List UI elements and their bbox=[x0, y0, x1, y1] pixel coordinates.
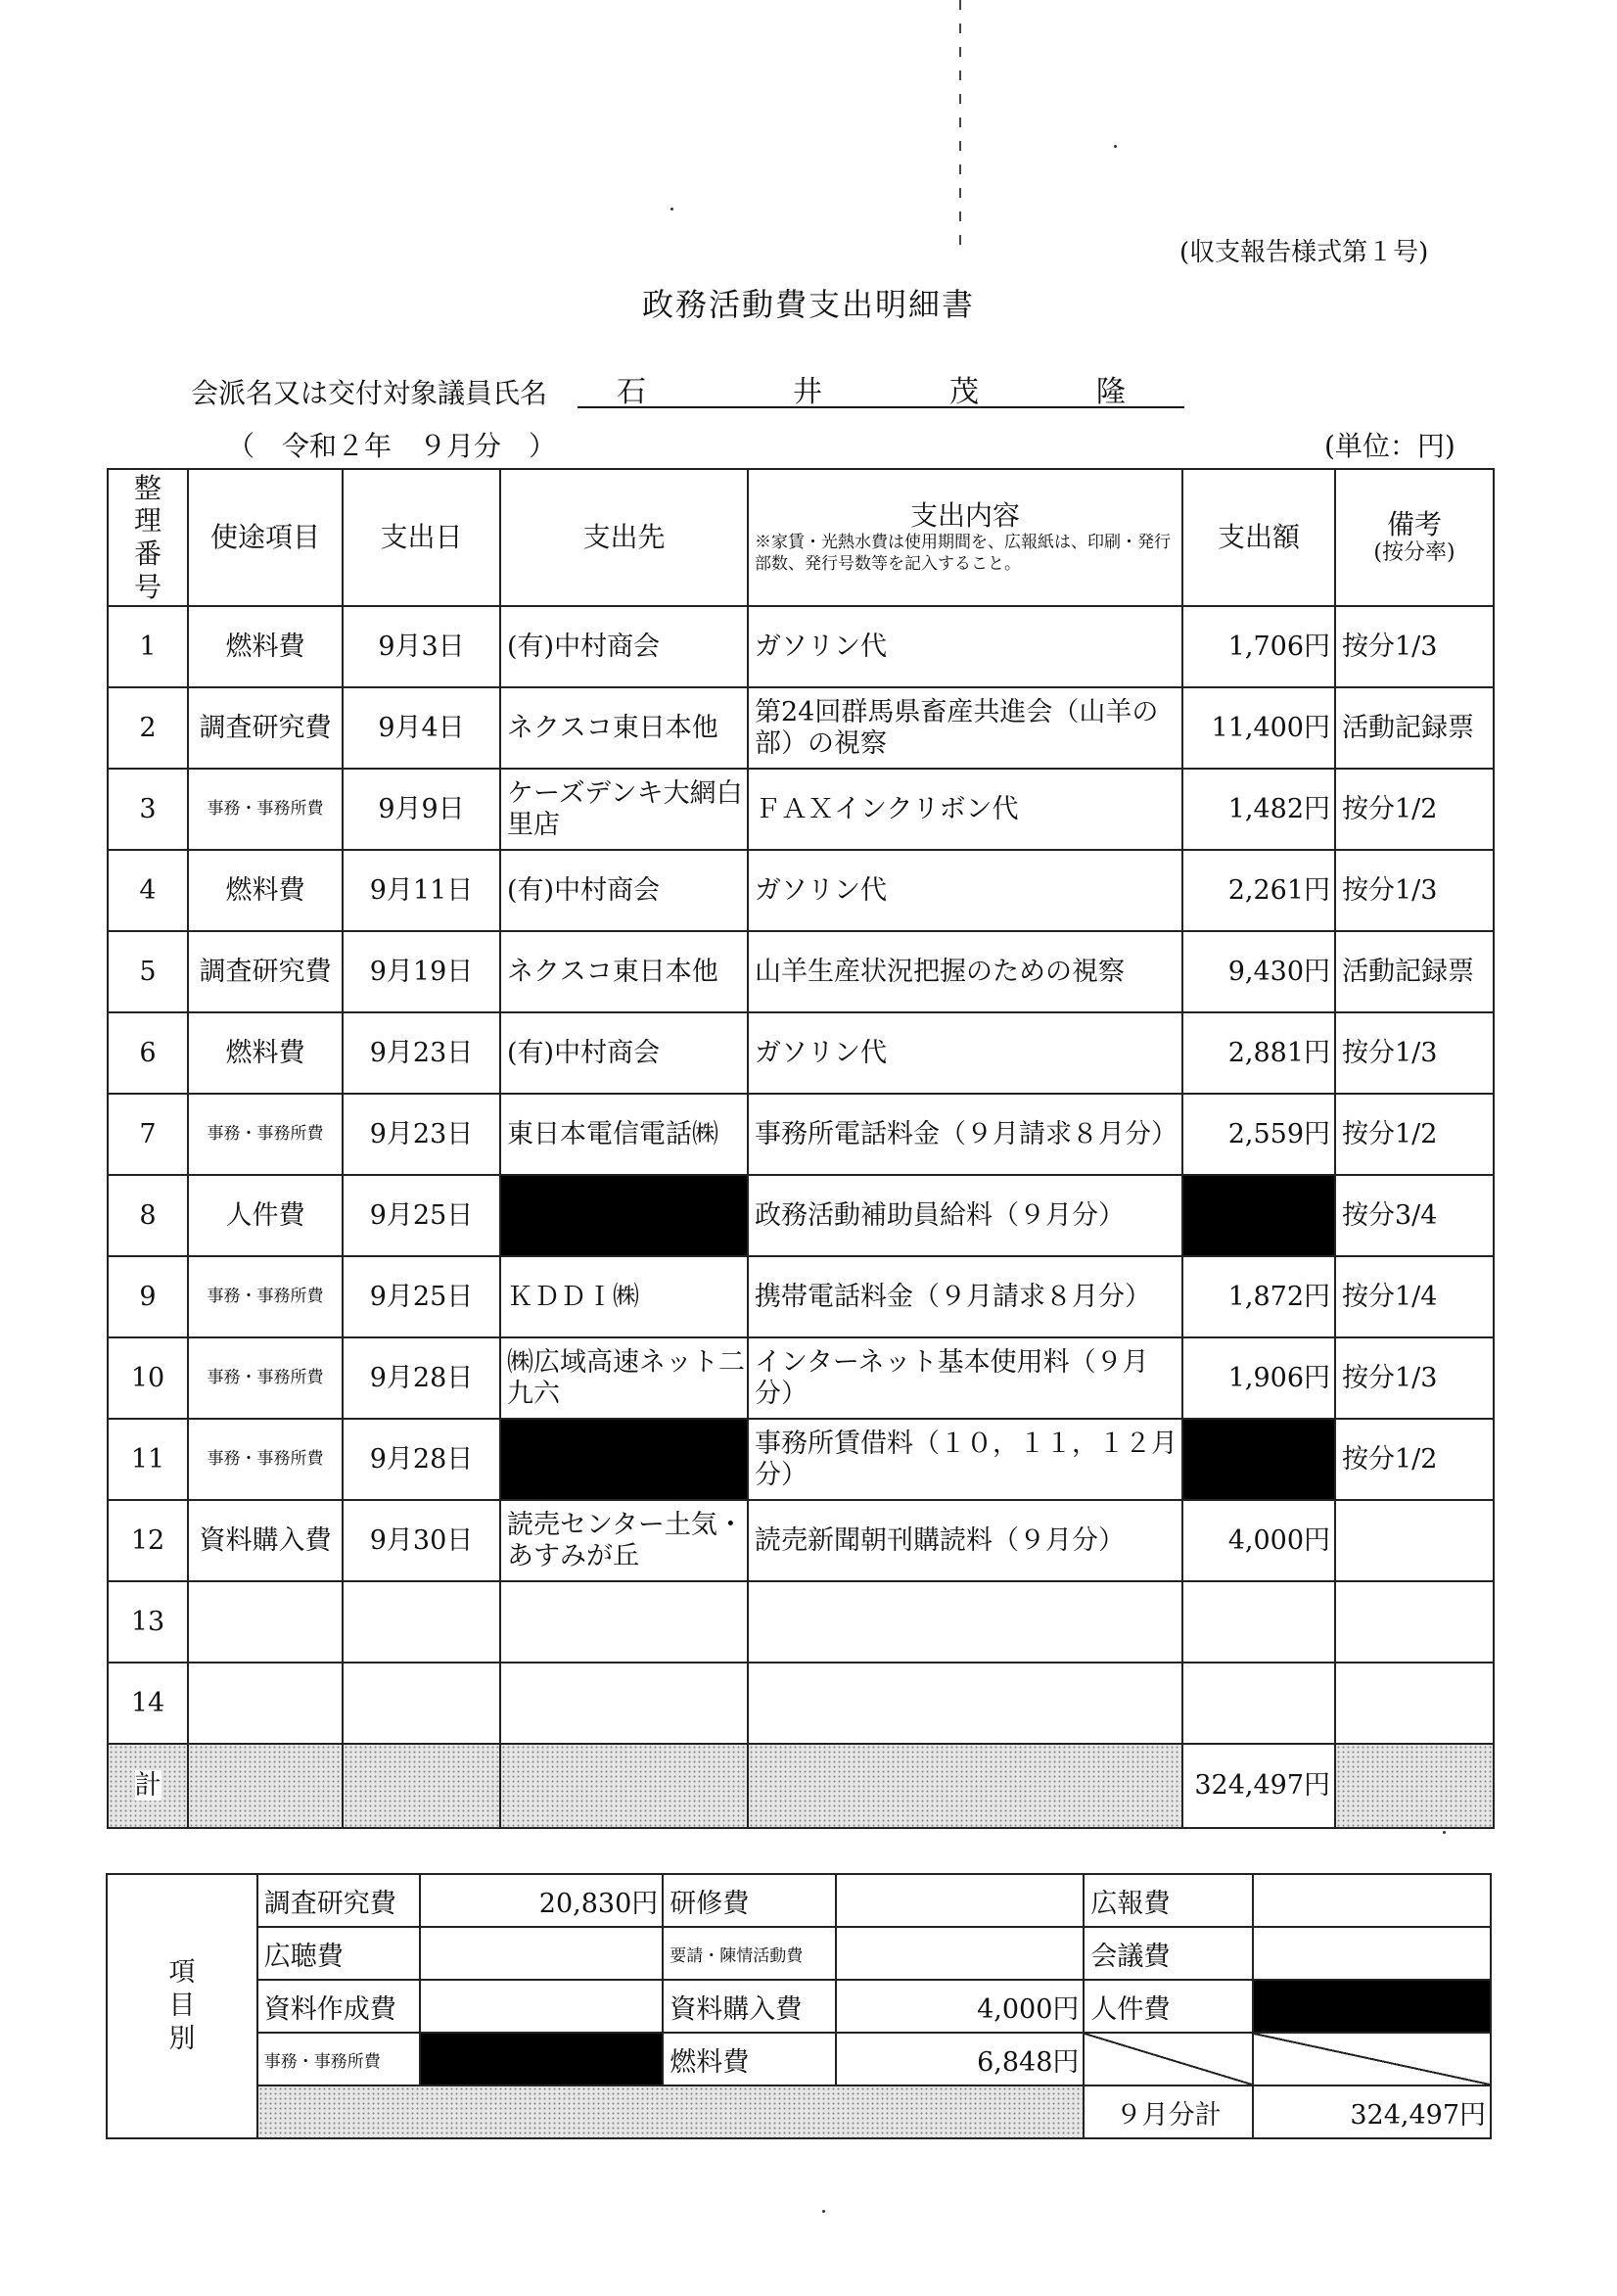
row-date: 9月3日 bbox=[343, 606, 500, 687]
table-row bbox=[108, 1256, 1494, 1337]
row-date bbox=[343, 1581, 500, 1663]
table-row bbox=[108, 1012, 1494, 1094]
row-payee bbox=[500, 1419, 748, 1500]
table-row bbox=[108, 931, 1494, 1012]
header-no: 整理番号 bbox=[108, 469, 188, 606]
row-remarks: 按分1/2 bbox=[1335, 1419, 1494, 1500]
member-name bbox=[578, 365, 1184, 408]
row-remarks: 活動記録票 bbox=[1335, 687, 1494, 769]
header-content-title: 支出内容 bbox=[909, 498, 1020, 532]
summary-row bbox=[107, 2033, 1491, 2085]
row-category: 事務・事務所費 bbox=[188, 1094, 343, 1175]
row-content: 読売新聞朝刊購読料（９月分） bbox=[748, 1500, 1182, 1581]
summary-label: 広報費 bbox=[1084, 1874, 1252, 1927]
row-number: 10 bbox=[108, 1337, 188, 1419]
header-remarks-title: 備考 bbox=[1386, 508, 1442, 541]
row-category: 事務・事務所費 bbox=[188, 1419, 343, 1500]
header-remarks bbox=[1335, 469, 1494, 606]
row-payee bbox=[500, 1175, 748, 1256]
row-amount: 2,559円 bbox=[1182, 1094, 1335, 1175]
row-content: ガソリン代 bbox=[748, 606, 1182, 687]
row-remarks bbox=[1335, 1581, 1494, 1663]
total-shaded bbox=[500, 1744, 748, 1828]
row-date: 9月9日 bbox=[343, 769, 500, 850]
summary-label: 燃料費 bbox=[663, 2033, 836, 2085]
row-number: 13 bbox=[108, 1581, 188, 1663]
name-char: 石 bbox=[617, 375, 646, 409]
summary-value bbox=[1253, 1980, 1491, 2033]
name-char: 茂 bbox=[949, 375, 979, 409]
row-category: 燃料費 bbox=[188, 1012, 343, 1094]
scan-fold-line bbox=[959, 0, 961, 255]
row-category: 事務・事務所費 bbox=[188, 769, 343, 850]
row-remarks: 按分1/3 bbox=[1335, 850, 1494, 931]
scan-speck bbox=[1443, 1831, 1446, 1834]
row-category bbox=[188, 1581, 343, 1663]
row-date: 9月28日 bbox=[343, 1337, 500, 1419]
header-content bbox=[748, 469, 1182, 606]
row-number: 2 bbox=[108, 687, 188, 769]
row-amount bbox=[1182, 1581, 1335, 1663]
table-header-row bbox=[108, 469, 1494, 606]
row-date: 9月19日 bbox=[343, 931, 500, 1012]
row-payee: ㈱広域高速ネット二九六 bbox=[500, 1337, 748, 1419]
summary-value bbox=[836, 1927, 1085, 1980]
table-row bbox=[108, 1337, 1494, 1419]
row-category: 燃料費 bbox=[188, 606, 343, 687]
name-label: 会派名又は交付対象議員氏名 bbox=[191, 377, 548, 409]
total-shaded bbox=[748, 1744, 1182, 1828]
row-content: 山羊生産状況把握のための視察 bbox=[748, 931, 1182, 1012]
row-remarks: 按分1/2 bbox=[1335, 1094, 1494, 1175]
row-number: 14 bbox=[108, 1663, 188, 1744]
row-content: 携帯電話料金（９月請求８月分） bbox=[748, 1256, 1182, 1337]
row-date: 9月23日 bbox=[343, 1012, 500, 1094]
summary-side-label bbox=[107, 1874, 257, 2138]
row-payee: (有)中村商会 bbox=[500, 1012, 748, 1094]
row-amount: 11,400円 bbox=[1182, 687, 1335, 769]
row-remarks: 按分1/4 bbox=[1335, 1256, 1494, 1337]
row-date: 9月4日 bbox=[343, 687, 500, 769]
row-date: 9月23日 bbox=[343, 1094, 500, 1175]
row-payee: 東日本電信電話㈱ bbox=[500, 1094, 748, 1175]
row-content: 事務所賃借料（１０，１１，１２月分） bbox=[748, 1419, 1182, 1500]
expenditure-table bbox=[107, 468, 1495, 1829]
header-date: 支出日 bbox=[343, 469, 500, 606]
row-date: 9月25日 bbox=[343, 1175, 500, 1256]
row-amount: 4,000円 bbox=[1182, 1500, 1335, 1581]
row-content bbox=[748, 1663, 1182, 1744]
table-row bbox=[108, 1419, 1494, 1500]
row-content: ガソリン代 bbox=[748, 1012, 1182, 1094]
table-row bbox=[108, 1663, 1494, 1744]
total-label: 計 bbox=[108, 1744, 188, 1828]
summary-empty-slash bbox=[1253, 2033, 1491, 2085]
row-payee: (有)中村商会 bbox=[500, 850, 748, 931]
total-row bbox=[108, 1744, 1494, 1828]
row-remarks: 按分1/3 bbox=[1335, 1012, 1494, 1094]
row-remarks: 按分3/4 bbox=[1335, 1175, 1494, 1256]
row-category: 人件費 bbox=[188, 1175, 343, 1256]
summary-label: 調査研究費 bbox=[257, 1874, 420, 1927]
summary-label: 会議費 bbox=[1084, 1927, 1252, 1980]
row-number: 7 bbox=[108, 1094, 188, 1175]
table-row bbox=[108, 1500, 1494, 1581]
summary-row bbox=[107, 1980, 1491, 2033]
summary-value bbox=[1253, 1874, 1491, 1927]
table-row bbox=[108, 1175, 1494, 1256]
header-remarks-sub: (按分率) bbox=[1373, 540, 1455, 566]
row-category: 事務・事務所費 bbox=[188, 1337, 343, 1419]
row-number: 11 bbox=[108, 1419, 188, 1500]
summary-value bbox=[420, 1927, 663, 1980]
row-content: 事務所電話料金（９月請求８月分） bbox=[748, 1094, 1182, 1175]
row-remarks: 按分1/3 bbox=[1335, 1337, 1494, 1419]
summary-shaded bbox=[257, 2085, 1085, 2138]
row-payee bbox=[500, 1663, 748, 1744]
row-content: 第24回群馬県畜産共進会（山羊の部）の視察 bbox=[748, 687, 1182, 769]
summary-label: 資料購入費 bbox=[663, 1980, 836, 2033]
month-total-label: ９月分計 bbox=[1084, 2085, 1252, 2138]
summary-row bbox=[107, 1927, 1491, 1980]
name-char: 隆 bbox=[1096, 375, 1126, 409]
summary-label: 資料作成費 bbox=[257, 1980, 420, 2033]
summary-side-label-text: 項目別 bbox=[168, 1957, 196, 2054]
row-number: 9 bbox=[108, 1256, 188, 1337]
row-amount: 1,482円 bbox=[1182, 769, 1335, 850]
row-content: ＦＡＸインクリボン代 bbox=[748, 769, 1182, 850]
row-payee: ＫＤＤＩ㈱ bbox=[500, 1256, 748, 1337]
row-date: 9月28日 bbox=[343, 1419, 500, 1500]
row-payee bbox=[500, 1581, 748, 1663]
table-row bbox=[108, 769, 1494, 850]
row-category: 事務・事務所費 bbox=[188, 1256, 343, 1337]
document-title: 政務活動費支出明細書 bbox=[641, 286, 975, 323]
row-remarks: 活動記録票 bbox=[1335, 931, 1494, 1012]
row-remarks: 按分1/2 bbox=[1335, 769, 1494, 850]
summary-label: 事務・事務所費 bbox=[257, 2033, 420, 2085]
table-row bbox=[108, 606, 1494, 687]
table-row bbox=[108, 687, 1494, 769]
summary-value: 20,830円 bbox=[420, 1874, 663, 1927]
row-number: 5 bbox=[108, 931, 188, 1012]
row-amount bbox=[1182, 1663, 1335, 1744]
row-category: 調査研究費 bbox=[188, 687, 343, 769]
row-amount: 2,261円 bbox=[1182, 850, 1335, 931]
table-row bbox=[108, 1581, 1494, 1663]
row-amount: 1,706円 bbox=[1182, 606, 1335, 687]
summary-value: 6,848円 bbox=[836, 2033, 1085, 2085]
row-content: 政務活動補助員給料（９月分） bbox=[748, 1175, 1182, 1256]
summary-value bbox=[420, 1980, 663, 2033]
row-number: 8 bbox=[108, 1175, 188, 1256]
table-row bbox=[108, 850, 1494, 931]
scan-speck bbox=[822, 2210, 825, 2213]
row-category: 資料購入費 bbox=[188, 1500, 343, 1581]
row-category bbox=[188, 1663, 343, 1744]
total-amount: 324,497円 bbox=[1182, 1744, 1335, 1828]
header-amount: 支出額 bbox=[1182, 469, 1335, 606]
row-remarks bbox=[1335, 1500, 1494, 1581]
row-date bbox=[343, 1663, 500, 1744]
row-category: 調査研究費 bbox=[188, 931, 343, 1012]
total-shaded bbox=[343, 1744, 500, 1828]
row-number: 12 bbox=[108, 1500, 188, 1581]
header-payee: 支出先 bbox=[500, 469, 748, 606]
row-date: 9月25日 bbox=[343, 1256, 500, 1337]
row-number: 4 bbox=[108, 850, 188, 931]
summary-label: 研修費 bbox=[663, 1874, 836, 1927]
row-payee: (有)中村商会 bbox=[500, 606, 748, 687]
row-content: インターネット基本使用料（９月分） bbox=[748, 1337, 1182, 1419]
row-payee: ケーズデンキ大網白里店 bbox=[500, 769, 748, 850]
summary-value bbox=[1253, 1927, 1491, 1980]
summary-label: 要請・陳情活動費 bbox=[663, 1927, 836, 1980]
row-amount: 1,906円 bbox=[1182, 1337, 1335, 1419]
summary-value bbox=[420, 2033, 663, 2085]
summary-total-row bbox=[107, 2085, 1491, 2138]
row-payee: 読売センター土気・あすみが丘 bbox=[500, 1500, 748, 1581]
row-number: 3 bbox=[108, 769, 188, 850]
row-amount: 1,872円 bbox=[1182, 1256, 1335, 1337]
summary-label: 人件費 bbox=[1084, 1980, 1252, 2033]
row-number: 1 bbox=[108, 606, 188, 687]
summary-value bbox=[836, 1874, 1085, 1927]
summary-empty-slash bbox=[1084, 2033, 1252, 2085]
scan-speck bbox=[670, 208, 673, 211]
report-period: （ 令和２年 ９月分 ） bbox=[227, 430, 557, 462]
scan-speck bbox=[1114, 145, 1117, 148]
row-amount: 9,430円 bbox=[1182, 931, 1335, 1012]
row-payee: ネクスコ東日本他 bbox=[500, 687, 748, 769]
total-shaded bbox=[1335, 1744, 1494, 1828]
row-number: 6 bbox=[108, 1012, 188, 1094]
unit-label: (単位：円) bbox=[1324, 430, 1455, 462]
header-content-note: ※家賃・光熱水費は使用期間を、広報紙は、印刷・発行部数、発行号数等を記入すること。 bbox=[755, 533, 1171, 575]
row-amount: 2,881円 bbox=[1182, 1012, 1335, 1094]
summary-value: 4,000円 bbox=[836, 1980, 1085, 2033]
row-content: ガソリン代 bbox=[748, 850, 1182, 931]
row-amount bbox=[1182, 1419, 1335, 1500]
row-remarks: 按分1/3 bbox=[1335, 606, 1494, 687]
row-amount bbox=[1182, 1175, 1335, 1256]
row-remarks bbox=[1335, 1663, 1494, 1744]
row-date: 9月11日 bbox=[343, 850, 500, 931]
table-row bbox=[108, 1094, 1494, 1175]
row-category: 燃料費 bbox=[188, 850, 343, 931]
row-payee: ネクスコ東日本他 bbox=[500, 931, 748, 1012]
header-category: 使途項目 bbox=[188, 469, 343, 606]
row-content bbox=[748, 1581, 1182, 1663]
form-number: (収支報告様式第１号) bbox=[1179, 238, 1429, 267]
category-summary-table bbox=[106, 1873, 1492, 2139]
summary-label: 広聴費 bbox=[257, 1927, 420, 1980]
row-date: 9月30日 bbox=[343, 1500, 500, 1581]
name-char: 井 bbox=[793, 375, 822, 409]
summary-row bbox=[107, 1874, 1491, 1927]
month-total-value: 324,497円 bbox=[1253, 2085, 1491, 2138]
total-shaded bbox=[188, 1744, 343, 1828]
